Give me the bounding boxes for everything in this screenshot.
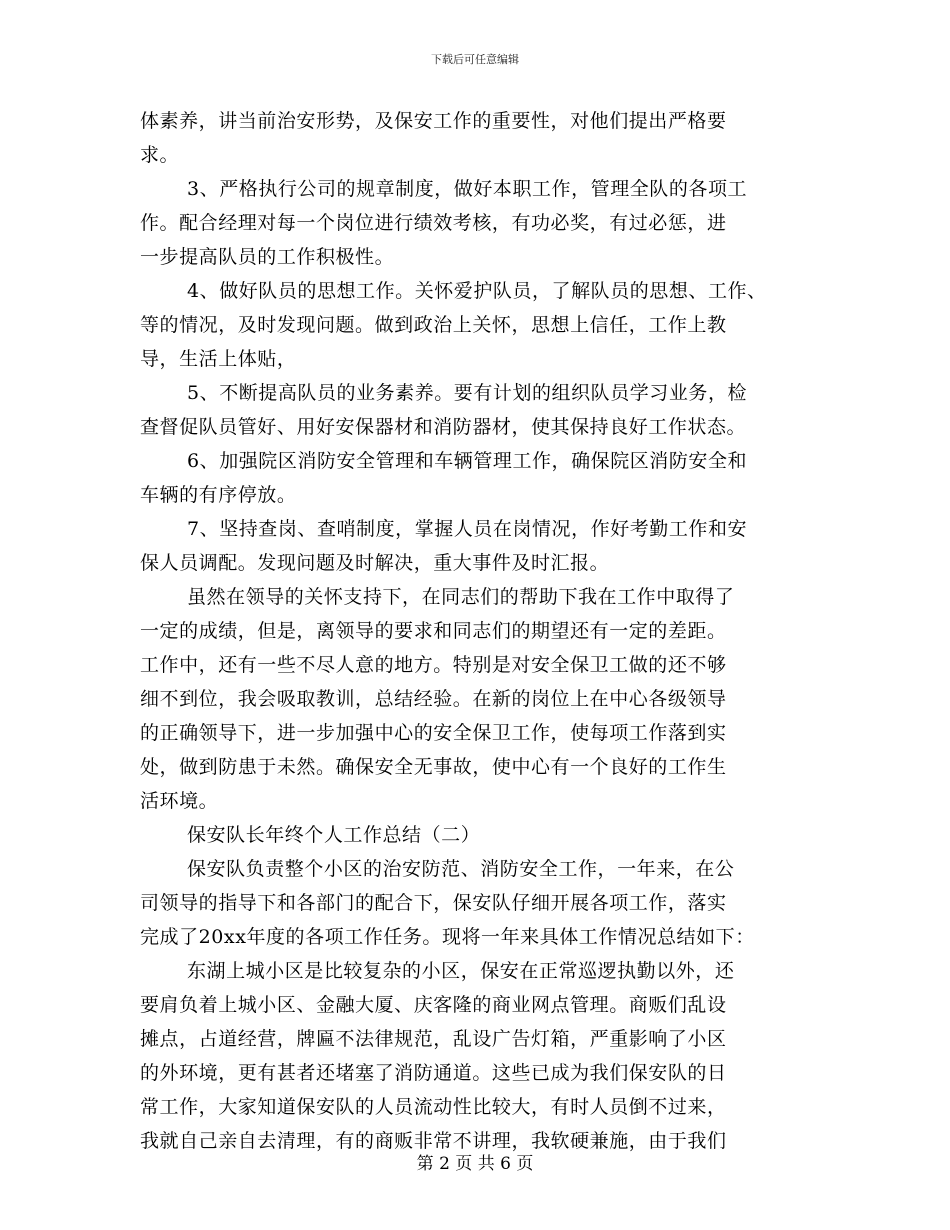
- text-line: 体素养，讲当前治安形势，及保安工作的重要性，对他们提出严格要: [140, 110, 727, 132]
- text-line: 常工作，大家知道保安队的人员流动性比较大，有时人员倒不过来，: [140, 1096, 727, 1118]
- text-line: 查督促队员管好、用好安保器材和消防器材，使其保持良好工作状态。: [140, 416, 747, 438]
- text-line: 5、不断提高队员的业务素养。要有计划的组织队员学习业务，检: [187, 382, 748, 404]
- text-line: 要肩负着上城小区、金融大厦、庆客隆的商业网点管理。商贩们乱设: [140, 994, 727, 1016]
- text-line: 保人员调配。发现问题及时解决，重大事件及时汇报。: [140, 552, 610, 574]
- text-line: 求。: [140, 144, 180, 166]
- text-line: 6、加强院区消防安全管理和车辆管理工作，确保院区消防安全和: [187, 450, 748, 472]
- text-line: 保安队负责整个小区的治安防范、消防安全工作，一年来，在公: [187, 858, 735, 880]
- text-line: 7、坚持查岗、查哨制度，掌握人员在岗情况，作好考勤工作和安: [187, 518, 748, 540]
- text-line: 细不到位，我会吸取教训，总结经验。在新的岗位上在中心各级领导: [140, 688, 727, 710]
- text-line: 一定的成绩，但是，离领导的要求和同志们的期望还有一定的差距。: [140, 620, 727, 642]
- text-line: 4、做好队员的思想工作。关怀爱护队员，了解队员的思想、工作、: [187, 280, 767, 302]
- text-line: 虽然在领导的关怀支持下，在同志们的帮助下我在工作中取得了: [187, 586, 735, 608]
- text-line: 一步提高队员的工作积极性。: [140, 246, 395, 268]
- page-header-note: 下载后可任意编辑: [431, 53, 519, 66]
- text-line: 完成了20xx年度的各项工作任务。现将一年来具体工作情况总结如下：: [140, 926, 755, 948]
- text-line: 东湖上城小区是比较复杂的小区，保安在正常巡逻执勤以外，还: [187, 960, 735, 982]
- page-number: 第 2 页 共 6 页: [416, 1154, 534, 1174]
- document-body: [140, 104, 830, 1158]
- text-line: 导，生活上体贴，: [140, 348, 297, 370]
- text-line: 的外环境，更有甚者还堵塞了消防通道。这些已成为我们保安队的日: [140, 1062, 727, 1084]
- text-line: 3、严格执行公司的规章制度，做好本职工作，管理全队的各项工: [187, 178, 748, 200]
- text-line: 作。配合经理对每一个岗位进行绩效考核，有功必奖，有过必惩，进: [140, 212, 727, 234]
- text-line: 我就自己亲自去清理，有的商贩非常不讲理，我软硬兼施，由于我们: [140, 1130, 727, 1152]
- text-line: 工作中，还有一些不尽人意的地方。特别是对安全保卫工做的还不够: [140, 654, 727, 676]
- text-line: 等的情况，及时发现问题。做到政治上关怀，思想上信任，工作上教: [140, 314, 727, 336]
- text-line: 活环境。: [140, 790, 219, 812]
- text-line: 司领导的指导下和各部门的配合下，保安队仔细开展各项工作，落实: [140, 892, 727, 914]
- text-line: 处，做到防患于未然。确保安全无事故，使中心有一个良好的工作生: [140, 756, 727, 778]
- section-heading: 保安队长年终个人工作总结（二）: [187, 824, 481, 846]
- text-line: 摊点，占道经营，牌匾不法律规范，乱设广告灯箱，严重影响了小区: [140, 1028, 727, 1050]
- text-line: 的正确领导下，进一步加强中心的安全保卫工作，使每项工作落到实: [140, 722, 727, 744]
- text-line: 车辆的有序停放。: [140, 484, 297, 506]
